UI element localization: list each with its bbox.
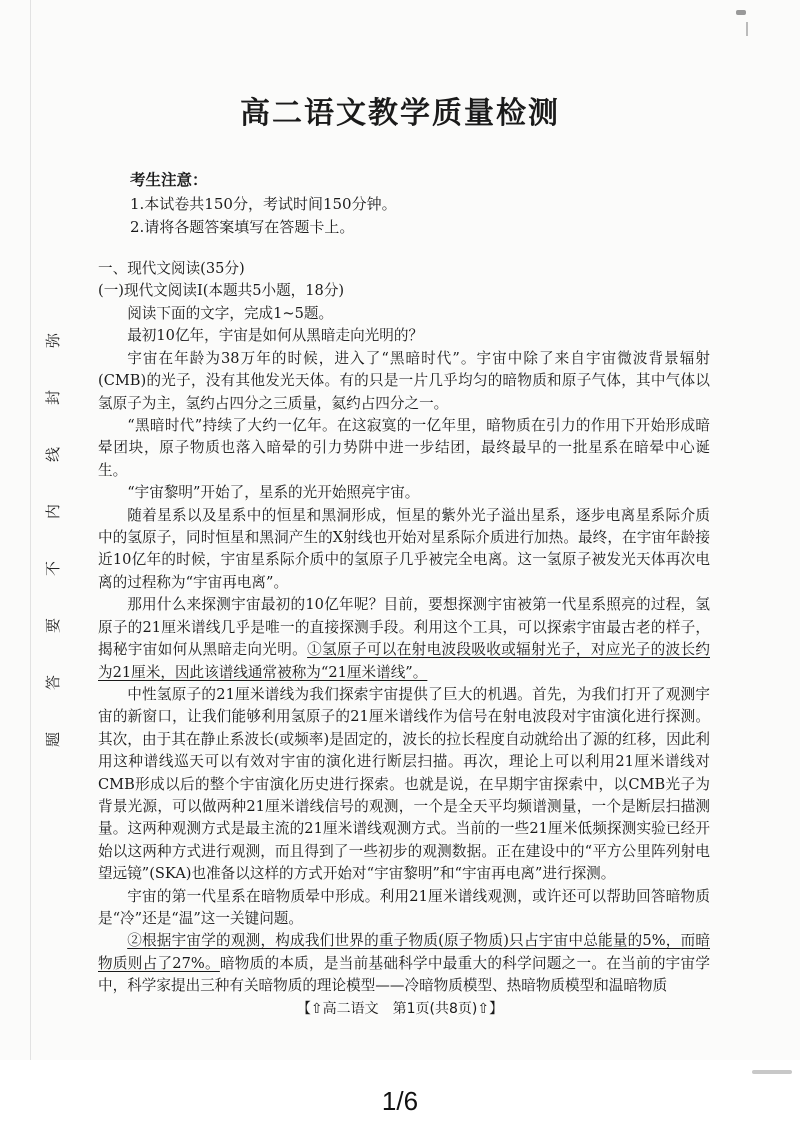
underlined-sentence-1: ①氢原子可以在射电波段吸收或辐射光子，对应光子的波长约为21厘米，因此该谱线通常被称为“21厘米谱线”。 — [98, 641, 710, 681]
subsection-heading: (一)现代文阅读Ⅰ(本题共5小题，18分) — [98, 282, 345, 299]
seal-char: 题 — [44, 731, 63, 748]
section-heading: 一、现代文阅读(35分) — [98, 260, 245, 277]
paragraph: “宇宙黎明”开始了，星系的光开始照亮宇宙。 — [127, 484, 420, 502]
seal-char: 内 — [44, 503, 63, 520]
paragraph-text: 那用什么来探测宇宙最初的10亿年呢？目前，要想探测宇宙被第一代星系照亮的过程，氢原子的21厘米谱线几乎是唯一的直接探测手段。利用这个工具，可以探索宇宙最古老的样子，揭秘宇宙如何从黑暗走向光明。 — [98, 596, 710, 659]
paragraph-text: 暗物质的本质，是当前基础科学中最重大的科学问题之一。在当前的宇宙学中，科学家提出三种有关暗物质的理论模型——冷暗物质模型、热暗物质模型和温暗物质 — [98, 954, 710, 995]
scan-mark — [736, 10, 746, 15]
paragraph: “黑暗时代”持续了大约一亿年。在这寂寞的一亿年里，暗物质在引力的作用下开始形成暗晕团块，原子物质也落入暗晕的引力势阱中进一步结团，最终最早的一批星系在暗晕中心诞生。 — [98, 417, 710, 479]
paragraph: 宇宙的第一代星系在暗物质晕中形成。利用21厘米谱线观测，或许还可以帮助回答暗物质是“冷”还是“温”这一关键问题。 — [98, 887, 710, 927]
seal-char: 要 — [44, 617, 63, 634]
seal-char: 答 — [44, 674, 63, 691]
reading-section — [98, 258, 710, 998]
seal-line-text — [38, 330, 68, 750]
underlined-sentence-2: ②根据宇宙学的观测，构成我们世界的重子物质(原子物质)只占宇宙中总能量的5%，而暗物质则占了27%。 — [98, 932, 710, 972]
scan-mark — [746, 22, 748, 36]
exam-notice — [130, 168, 397, 239]
notice-item: 2.请将各题答案填写在答题卡上。 — [130, 218, 355, 236]
page-counter: 1/6 — [381, 1086, 419, 1116]
notice-item: 1.本试卷共150分，考试时间150分钟。 — [130, 195, 397, 213]
seal-char: 不 — [44, 560, 63, 577]
paragraph: 中性氢原子的21厘米谱线为我们探索宇宙提供了巨大的机遇。首先，为我们打开了观测宇宙的新窗口，让我们能够利用氢原子的21厘米谱线作为信号在射电波段对宇宙演化进行探测。其次，由于其在静止系波长(或频率)是固定的，波长的拉长程度自动就给出了源的红移，因此利用这种谱线巡天可以有效对宇宙的演化进行断层扫描。再次，理论上可以利用21厘米谱线对CMB形成以后的整个宇宙演化历史进行探索。也就是说，在早期宇宙探索中，以CMB光子为背景光源，可以做两种21厘米谱线信号的观测，一个是全天平均频谱测量，一个是断层扫描测量。这两种观测方式是最主流的21厘米谱线观测方式。当前的一些21厘米低频探测实验已经开始以这两种方式进行观测，而且得到了一些初步的观测数据。正在建设中的“平方公里阵列射电望远镜”(SKA)也准备以这样的方式开始对“宇宙黎明”和“宇宙再电离”进行探测。 — [98, 685, 710, 883]
seal-char: 线 — [44, 446, 63, 463]
paragraph: 随着星系以及星系中的恒星和黑洞形成，恒星的紫外光子溢出星系，逐步电离星系际介质中的氢原子，同时恒星和黑洞产生的X射线也开始对星系际介质进行加热。最终，在宇宙年龄接近10亿年的时候，宇宙星系际介质中的氢原子几乎被完全电离。这一氢原子被发光天体再次电离的过程称为“宇宙再电离”。 — [98, 506, 710, 591]
binding-line — [30, 0, 31, 1060]
article-title: 最初10亿年，宇宙是如何从黑暗走向光明的？ — [127, 327, 424, 345]
paragraph — [98, 930, 710, 997]
paragraph — [98, 594, 710, 684]
paragraph: 宇宙在年龄为38万年的时候，进入了“黑暗时代”。宇宙中除了来自宇宙微波背景辐射(CMB)的光子，没有其他发光天体。有的只是一片几乎均匀的暗物质和原子气体，其中气体以氢原子为主，氢约占四分之三质量，氦约占四分之一。 — [98, 349, 710, 412]
instruction: 阅读下面的文字，完成1~5题。 — [127, 305, 334, 322]
scan-mark — [752, 1070, 792, 1074]
seal-char: 封 — [44, 389, 63, 406]
page-footer: 【⇧高二语文 第1页(共8页)⇧】 — [296, 1001, 504, 1017]
notice-heading: 考生注意： — [130, 170, 208, 189]
exam-title: 高二语文教学质量检测 — [240, 96, 560, 131]
seal-char: 弥 — [44, 332, 63, 349]
